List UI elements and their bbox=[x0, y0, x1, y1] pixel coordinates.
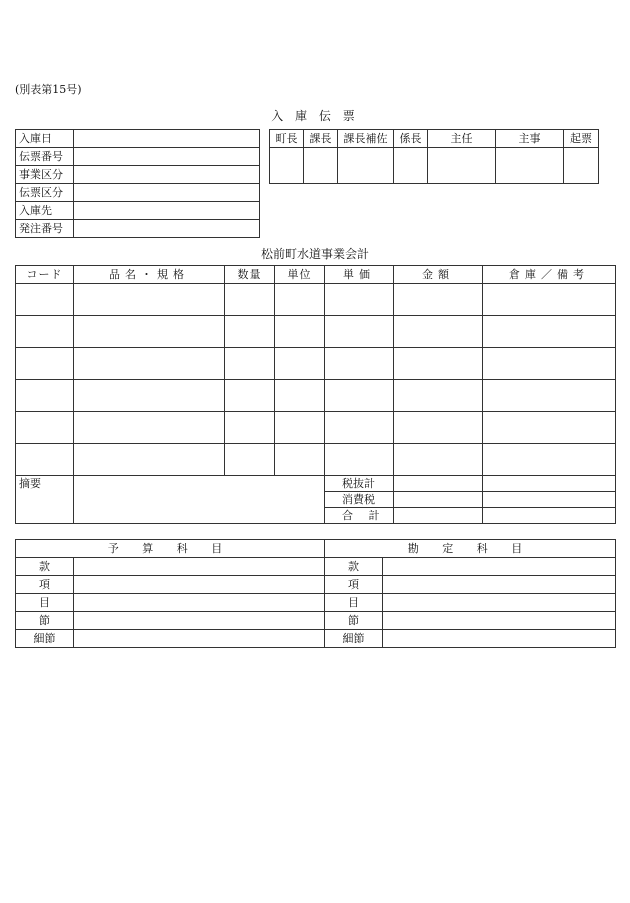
settlement-account-label: 款 bbox=[325, 558, 383, 576]
header-field-label: 伝票番号 bbox=[16, 148, 74, 166]
budget-account-value[interactable] bbox=[74, 612, 325, 630]
header-field-value[interactable] bbox=[74, 184, 260, 202]
items-cell[interactable] bbox=[74, 348, 225, 380]
approval-role-label: 町長 bbox=[270, 130, 304, 148]
items-column-header: 数量 bbox=[225, 266, 275, 284]
items-cell[interactable] bbox=[74, 412, 225, 444]
remarks-label: 摘要 bbox=[16, 476, 74, 524]
settlement-account-value[interactable] bbox=[383, 576, 616, 594]
accounts-table bbox=[15, 539, 616, 648]
header-field-label: 事業区分 bbox=[16, 166, 74, 184]
items-cell[interactable] bbox=[325, 380, 394, 412]
items-cell[interactable] bbox=[394, 412, 483, 444]
total-amount[interactable] bbox=[394, 508, 483, 524]
subtotal-note[interactable] bbox=[483, 476, 616, 492]
header-field-row bbox=[16, 130, 260, 148]
budget-account-value[interactable] bbox=[74, 594, 325, 612]
total-note[interactable] bbox=[483, 508, 616, 524]
items-cell[interactable] bbox=[275, 284, 325, 316]
items-cell[interactable] bbox=[394, 316, 483, 348]
header-field-row bbox=[16, 220, 260, 238]
page-title: 入 庫 伝 票 bbox=[271, 109, 359, 123]
form-number: (別表第15号) bbox=[15, 83, 82, 96]
items-cell[interactable] bbox=[394, 444, 483, 476]
approval-stamp-box[interactable] bbox=[394, 148, 428, 184]
items-column-header: 単位 bbox=[275, 266, 325, 284]
approval-stamp-box[interactable] bbox=[338, 148, 394, 184]
items-column-header: コード bbox=[16, 266, 74, 284]
approval-role-label: 課長 bbox=[304, 130, 338, 148]
items-column-header: 単価 bbox=[325, 266, 394, 284]
items-table bbox=[15, 265, 616, 524]
items-cell[interactable] bbox=[225, 284, 275, 316]
items-cell[interactable] bbox=[16, 412, 74, 444]
items-cell[interactable] bbox=[394, 348, 483, 380]
approval-role-label: 主任 bbox=[428, 130, 496, 148]
items-row bbox=[16, 284, 616, 316]
settlement-account-header: 勘 定 科 目 bbox=[325, 540, 616, 558]
items-row bbox=[16, 316, 616, 348]
header-field-label: 入庫日 bbox=[16, 130, 74, 148]
items-cell[interactable] bbox=[483, 284, 616, 316]
settlement-account-value[interactable] bbox=[383, 630, 616, 648]
items-cell[interactable] bbox=[275, 412, 325, 444]
approval-stamp-box[interactable] bbox=[304, 148, 338, 184]
remarks-field[interactable] bbox=[74, 476, 325, 524]
total-label: 合 計 bbox=[325, 508, 394, 524]
header-field-label: 入庫先 bbox=[16, 202, 74, 220]
items-cell[interactable] bbox=[483, 348, 616, 380]
items-cell[interactable] bbox=[325, 348, 394, 380]
items-cell[interactable] bbox=[225, 380, 275, 412]
header-field-value[interactable] bbox=[74, 220, 260, 238]
items-cell[interactable] bbox=[483, 412, 616, 444]
items-cell[interactable] bbox=[325, 316, 394, 348]
items-cell[interactable] bbox=[74, 284, 225, 316]
items-cell[interactable] bbox=[483, 444, 616, 476]
items-cell[interactable] bbox=[275, 380, 325, 412]
approval-role-label: 主事 bbox=[496, 130, 564, 148]
items-cell[interactable] bbox=[225, 412, 275, 444]
tax-note[interactable] bbox=[483, 492, 616, 508]
budget-account-value[interactable] bbox=[74, 558, 325, 576]
subtotal-amount[interactable] bbox=[394, 476, 483, 492]
items-cell[interactable] bbox=[74, 380, 225, 412]
items-column-header: 品名・規格 bbox=[74, 266, 225, 284]
items-cell[interactable] bbox=[225, 444, 275, 476]
items-row bbox=[16, 380, 616, 412]
subtotal-label: 税抜計 bbox=[325, 476, 394, 492]
approval-stamp-box[interactable] bbox=[564, 148, 599, 184]
header-field-row bbox=[16, 202, 260, 220]
account-row bbox=[16, 630, 616, 648]
items-cell[interactable] bbox=[16, 284, 74, 316]
items-cell[interactable] bbox=[275, 316, 325, 348]
account-row bbox=[16, 576, 616, 594]
organization-title: 松前町水道事業会計 bbox=[260, 247, 369, 261]
items-cell[interactable] bbox=[225, 316, 275, 348]
items-cell[interactable] bbox=[275, 444, 325, 476]
items-cell[interactable] bbox=[16, 348, 74, 380]
account-row bbox=[16, 612, 616, 630]
items-cell[interactable] bbox=[394, 380, 483, 412]
items-cell[interactable] bbox=[74, 444, 225, 476]
header-field-label: 発注番号 bbox=[16, 220, 74, 238]
items-cell[interactable] bbox=[483, 380, 616, 412]
items-cell[interactable] bbox=[225, 348, 275, 380]
items-cell[interactable] bbox=[325, 284, 394, 316]
approval-role-label: 係長 bbox=[394, 130, 428, 148]
account-row bbox=[16, 594, 616, 612]
header-field-row bbox=[16, 148, 260, 166]
header-field-value[interactable] bbox=[74, 166, 260, 184]
header-fields-table bbox=[15, 129, 260, 238]
budget-account-label: 項 bbox=[16, 576, 74, 594]
items-column-header: 金額 bbox=[394, 266, 483, 284]
settlement-account-value[interactable] bbox=[383, 558, 616, 576]
settlement-account-value[interactable] bbox=[383, 612, 616, 630]
tax-amount[interactable] bbox=[394, 492, 483, 508]
items-cell[interactable] bbox=[394, 284, 483, 316]
budget-account-header: 予 算 科 目 bbox=[16, 540, 325, 558]
settlement-account-label: 節 bbox=[325, 612, 383, 630]
header-field-value[interactable] bbox=[74, 130, 260, 148]
settlement-account-label: 細節 bbox=[325, 630, 383, 648]
tax-label: 消費税 bbox=[325, 492, 394, 508]
items-row bbox=[16, 412, 616, 444]
header-field-label: 伝票区分 bbox=[16, 184, 74, 202]
items-cell[interactable] bbox=[16, 444, 74, 476]
header-field-value[interactable] bbox=[74, 202, 260, 220]
approval-stamp-box[interactable] bbox=[496, 148, 564, 184]
items-cell[interactable] bbox=[16, 316, 74, 348]
budget-account-value[interactable] bbox=[74, 630, 325, 648]
budget-account-label: 目 bbox=[16, 594, 74, 612]
items-cell[interactable] bbox=[325, 444, 394, 476]
items-cell[interactable] bbox=[483, 316, 616, 348]
approval-table bbox=[269, 129, 599, 184]
budget-account-value[interactable] bbox=[74, 576, 325, 594]
approval-stamp-box[interactable] bbox=[270, 148, 304, 184]
items-cell[interactable] bbox=[275, 348, 325, 380]
approval-stamp-box[interactable] bbox=[428, 148, 496, 184]
settlement-account-value[interactable] bbox=[383, 594, 616, 612]
approval-role-label: 課長補佐 bbox=[338, 130, 394, 148]
settlement-account-label: 目 bbox=[325, 594, 383, 612]
budget-account-label: 節 bbox=[16, 612, 74, 630]
items-cell[interactable] bbox=[74, 316, 225, 348]
header-field-value[interactable] bbox=[74, 148, 260, 166]
header-field-row bbox=[16, 166, 260, 184]
account-row bbox=[16, 558, 616, 576]
budget-account-label: 款 bbox=[16, 558, 74, 576]
items-cell[interactable] bbox=[16, 380, 74, 412]
budget-account-label: 細節 bbox=[16, 630, 74, 648]
settlement-account-label: 項 bbox=[325, 576, 383, 594]
items-row bbox=[16, 444, 616, 476]
items-column-header: 倉庫／備考 bbox=[483, 266, 616, 284]
header-field-row bbox=[16, 184, 260, 202]
items-cell[interactable] bbox=[325, 412, 394, 444]
items-row bbox=[16, 348, 616, 380]
approval-role-label: 起票 bbox=[564, 130, 599, 148]
